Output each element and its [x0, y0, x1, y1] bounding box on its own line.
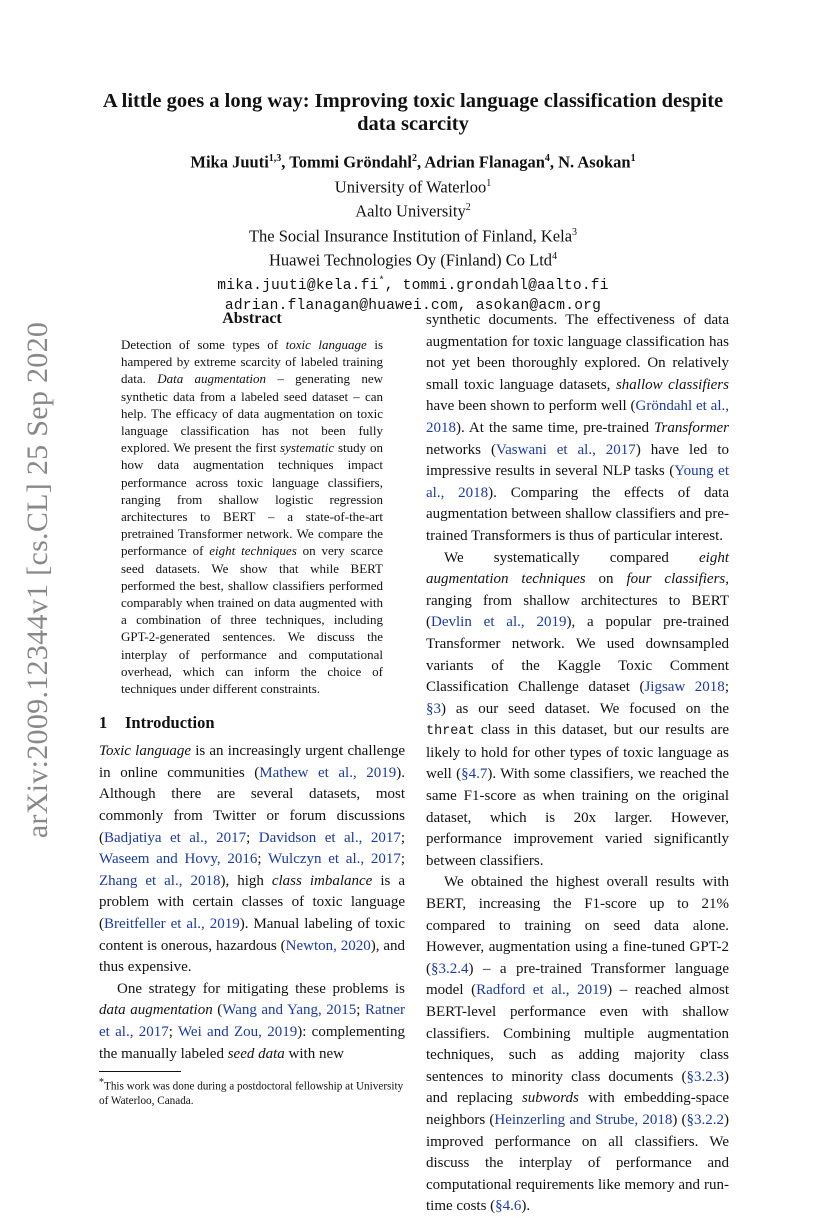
abstract-text: Detection of some types of toxic language is hampered by extreme scarcity of labeled training data. Data augmentation – generating new synthetic data from a labeled seed dataset – can help. The efficacy of data augmentation on toxic language classification has not been fully explored. We present the first systematic study on how data augmentation techniques impact performance across toxic language classifiers, ranging from shallow logistic regression architectures to BERT – a state-of-the-art pretrained Transformer network. We compare the performance of eight techniques on very scarce seed datasets. We show that while BERT performed the best, shallow classifiers performed comparably when trained on data augmented with a combination of three techniques, including GPT-2-generated sentences. We discuss the interplay of performance and computational overhead, which can inform the choice of techniques under different constraints. [121, 337, 384, 697]
citation-link[interactable]: Vaswani et al., 2017 [495, 441, 636, 458]
paragraph: We systematically compared eight augmentation techniques on four classifiers, ranging from shallow architectures to BERT (Devlin et al., 2019), a popular pre-trained Transformer network. We used downsampled variants of the Kaggle Toxic Comment Classification Challenge dataset (Jigsaw 2018; §3) as our seed dataset. We focused on the threat class in this dataset, but our results are likely to hold for other types of toxic language as well (§4.7). With some classifiers, we reached the same F1-score as when training on the original dataset, which is 20x larger. However, performance improvement varied significantly between classifiers. [426, 549, 730, 869]
citation-link[interactable]: Wulczyn et al., 2017 [267, 851, 401, 868]
class-name-code: threat [426, 724, 475, 740]
left-column [99, 310, 405, 1108]
section-link[interactable]: §3 [426, 700, 441, 717]
citation-link[interactable]: Jigsaw 2018 [644, 679, 725, 696]
footnote: *This work was done during a postdoctoral fellowship at University of Waterloo, Canada. [99, 1077, 404, 1108]
citation-link[interactable]: Devlin et al., 2019 [431, 614, 567, 631]
author-names: Mika Juuti$^{1,3}$, Tommi Gröndahl$^2$, Adrian Flanagan$^4$, N. Asokan$^1$ [190, 152, 636, 172]
citation-link[interactable]: Ratner et al., 2017 [99, 1002, 405, 1040]
author-block [98, 148, 728, 317]
citation-link[interactable]: Gröndahl et al., 2018 [426, 398, 729, 436]
right-column [426, 310, 729, 1218]
citation-link[interactable]: Badjatiya et al., 2017 [104, 829, 247, 846]
affiliation: Huawei Technologies Oy (Finland) Co Ltd$^4$ [268, 250, 558, 270]
citation-link[interactable]: Wei and Zou, 2019 [177, 1023, 298, 1040]
section-link[interactable]: §4.6 [495, 1198, 522, 1215]
affiliation: The Social Insurance Institution of Finland, Kela$^3$ [248, 226, 578, 245]
footnote-divider [99, 1071, 181, 1072]
abstract-heading: Abstract [222, 310, 282, 327]
section-link[interactable]: §3.2.2 [686, 1111, 725, 1128]
paragraph: One strategy for mitigating these problems is data augmentation (Wang and Yang, 2015; Ratner et al., 2017; Wei and Zou, 2019): complementing the manually labeled seed data with new [99, 980, 405, 1062]
citation-link[interactable]: Zhang et al., 2018 [99, 872, 221, 889]
section-heading: 1 Introduction [99, 713, 215, 733]
paper-title: A little goes a long way: Improving toxic language classification despite data scarcity [102, 90, 724, 135]
affiliation: University of Waterloo$^1$ [334, 177, 492, 196]
section-link[interactable]: §4.7 [461, 766, 488, 783]
arxiv-identifier: arXiv:2009.12344v1 [cs.CL] 25 Sep 2020 [21, 321, 54, 839]
author-emails: adrian.flanagan@huawei.com, asokan@acm.org [224, 298, 602, 315]
author-emails: mika.juuti@kela.fi*, tommi.grondahl@aalto.fi [217, 275, 609, 294]
citation-link[interactable]: Breitfeller et al., 2019 [104, 916, 240, 933]
citation-link[interactable]: Mathew et al., 2019 [259, 764, 397, 781]
citation-link[interactable]: Radford et al., 2019 [476, 982, 608, 999]
citation-link[interactable]: Wang and Yang, 2015 [222, 1002, 357, 1019]
citation-link[interactable]: Heinzerling and Strube, 2018 [494, 1111, 673, 1128]
citation-link[interactable]: Davidson et al., 2017 [258, 829, 401, 846]
paragraph: synthetic documents. The effectiveness of data augmentation for toxic language classification has not yet been thoroughly explored. On relatively small toxic language datasets, shallow classifiers have been shown to perform well (Gröndahl et al., 2018). At the same time, pre-trained Transformer networks (Vaswani et al., 2017) have led to impressive results in several NLP tasks (Young et al., 2018). Comparing the effects of data augmentation between shallow classifiers and pre-trained Transformers is thus of particular interest. [426, 312, 729, 544]
section-link[interactable]: §3.2.4 [431, 960, 469, 977]
citation-link[interactable]: Newton, 2020 [285, 937, 371, 954]
citation-link[interactable]: Waseem and Hovy, 2016 [99, 851, 258, 868]
citation-link[interactable]: Young et al., 2018 [426, 463, 729, 501]
paragraph: Toxic language is an increasingly urgent challenge in online communities (Mathew et al., 2019). Although there are several datasets, most commonly from Twitter or forum discussions (Badjatiya et al., 2017; Davidson et al., 2017; Waseem and Hovy, 2016; Wulczyn et al., 2017; Zhang et al., 2018), high class imbalance is a problem with certain classes of toxic language (Breitfeller et al., 2019). Manual labeling of toxic content is onerous, hazardous (Newton, 2020), and thus expensive. [99, 743, 405, 976]
affiliation: Aalto University$^2$ [355, 201, 471, 221]
paragraph: We obtained the highest overall results with BERT, increasing the F1-score up to 21% compared to training on seed data alone. However, augmentation using a fine-tuned GPT-2 (§3.2.4) – a pre-trained Transformer language model (Radford et al., 2019) – reached almost BERT-level performance even with shallow classifiers. Combining multiple augmentation techniques, such as adding majority class sentences to minority class documents (§3.2.3) and replacing subwords with embedding-space neighbors (Heinzerling and Strube, 2018) (§3.2.2) improved performance on all classifiers. We discuss the interplay of performance and computational requirements like memory and run-time costs (§4.6). [426, 874, 730, 1215]
section-link[interactable]: §3.2.3 [686, 1068, 724, 1085]
